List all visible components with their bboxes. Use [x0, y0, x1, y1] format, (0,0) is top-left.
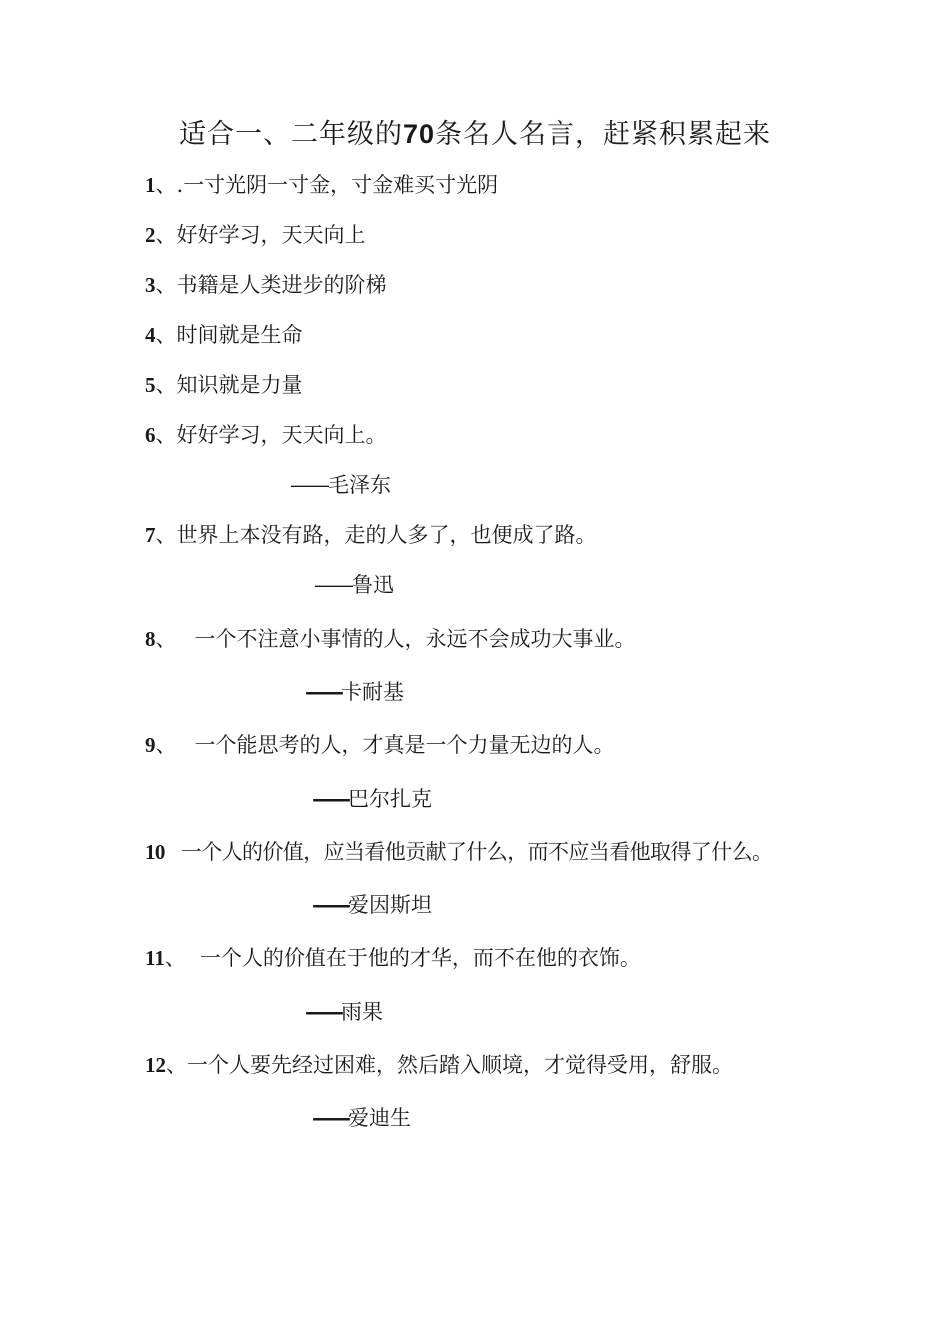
quote-separator: 、 [155, 627, 177, 651]
attribution-dash: —— [312, 1105, 348, 1130]
quote-text: 好好学习，天天向上 [176, 223, 366, 247]
attribution-author: 爱因斯坦 [348, 893, 432, 917]
quote-number: 5 [145, 373, 156, 397]
quote-separator: 、 [155, 423, 177, 447]
quote-number: 6 [145, 423, 156, 447]
quote-number: 2 [145, 223, 156, 247]
quote-attribution [305, 678, 404, 706]
attribution-dash: —— [305, 999, 341, 1024]
attribution-dash: —— [305, 679, 341, 704]
quote-separator: 、 [164, 946, 186, 970]
quote-attribution [312, 891, 432, 919]
quote-line [145, 838, 772, 866]
quote-text: 一个人的价值，应当看他贡献了什么，而不应当看他取得了什么。 [180, 840, 773, 864]
quote-separator: 、 [155, 273, 177, 297]
attribution-dash: —— [312, 892, 348, 917]
quote-number: 9 [145, 733, 156, 757]
quote-separator: 、 [155, 373, 177, 397]
attribution-author: 毛泽东 [328, 473, 391, 497]
quote-text: 一个不注意小事情的人，永远不会成功大事业。 [194, 627, 636, 651]
quote-text: 好好学习，天天向上。 [176, 423, 387, 447]
quote-attribution [312, 785, 432, 813]
attribution-dash: —— [290, 473, 328, 497]
quote-text: 一个人要先经过困难，然后踏入顺境，才觉得受用，舒服。 [187, 1053, 733, 1077]
quote-line [145, 271, 387, 299]
title-suffix: 条名人名言，赶紧积累起来 [435, 119, 772, 150]
quote-text: 时间就是生命 [176, 323, 303, 347]
quote-separator: 、 [166, 1053, 187, 1077]
quote-number: 7 [145, 523, 156, 547]
quote-separator: 、 [155, 323, 177, 347]
quote-line [145, 221, 366, 249]
quote-line [145, 1051, 733, 1079]
quote-separator: 、. [155, 173, 184, 197]
quote-line [145, 731, 615, 759]
quote-line [145, 171, 498, 199]
quote-number: 4 [145, 323, 156, 347]
quote-line [145, 371, 303, 399]
quote-attribution [290, 471, 391, 499]
quote-attribution [314, 571, 394, 599]
attribution-dash: —— [314, 573, 352, 597]
attribution-author: 鲁迅 [352, 573, 394, 597]
quote-line [145, 625, 636, 653]
quote-attribution [312, 1104, 411, 1132]
attribution-author: 爱迪生 [348, 1106, 411, 1130]
quote-number: 8 [145, 627, 156, 651]
attribution-author: 卡耐基 [341, 680, 404, 704]
attribution-dash: —— [312, 786, 348, 811]
quote-separator: 、 [155, 523, 177, 547]
quote-line [145, 421, 387, 449]
document-title [0, 112, 950, 151]
quote-attribution [305, 998, 383, 1026]
quote-separator: 、 [155, 223, 177, 247]
quote-line [145, 521, 597, 549]
quote-number: 10 [145, 840, 165, 864]
title-number: 70 [402, 119, 436, 149]
title-prefix: 适合一、二年级的 [178, 119, 403, 150]
attribution-author: 巴尔扎克 [348, 787, 432, 811]
quote-text: 一寸光阴一寸金，寸金难买寸光阴 [183, 173, 499, 197]
quote-number: 11 [145, 946, 165, 970]
quote-separator: 、 [155, 733, 177, 757]
quote-number: 12 [145, 1053, 166, 1077]
quote-text: 世界上本没有路，走的人多了，也便成了路。 [176, 523, 597, 547]
quote-line [145, 321, 303, 349]
quote-line [145, 944, 641, 972]
quote-text: 书籍是人类进步的阶梯 [176, 273, 387, 297]
quote-text: 知识就是力量 [176, 373, 303, 397]
attribution-author: 雨果 [341, 1000, 383, 1024]
quote-number: 1 [145, 173, 156, 197]
quote-number: 3 [145, 273, 156, 297]
quote-text: 一个人的价值在于他的才华，而不在他的衣饰。 [199, 946, 641, 970]
quote-text: 一个能思考的人，才真是一个力量无边的人。 [194, 733, 615, 757]
